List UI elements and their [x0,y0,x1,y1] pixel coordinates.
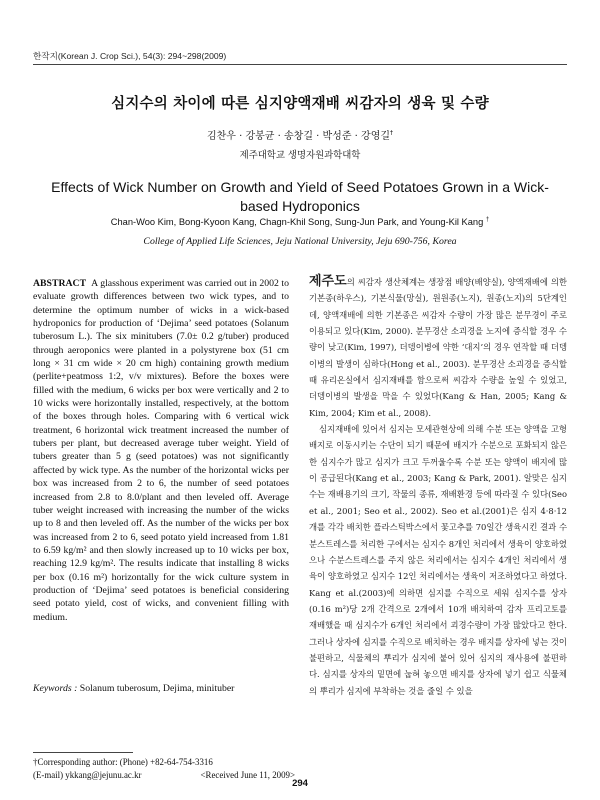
keywords-text: Solanum tuberosum, Dejima, minituber [79,683,235,694]
korean-affiliation: 제주대학교 생명자원과학대학 [239,150,361,161]
abstract-label: ABSTRACT [33,278,87,289]
korean-title: 심지수의 차이에 따른 심지양액재배 씨감자의 생육 및 수량 [111,96,489,112]
corresponding-dagger: † [390,129,394,137]
body-text [309,274,567,699]
korean-authors [0,127,600,142]
drop-cap: 제주도 [309,274,347,289]
corresponding-author: †Corresponding author: (Phone) +82-64-754-3316 [33,757,213,767]
korean-author-list: 김찬우 · 강봉균 · 송창길 · 박성준 · 강영길 [206,131,391,142]
english-title: Effects of Wick Number on Growth and Yield of Seed Potatoes Grown in a Wick-based Hydroponics [51,179,549,214]
page-number: 294 [292,778,308,789]
author-email: (E-mail) ykkang@jejunu.ac.kr [33,770,142,780]
english-author-list: Chan-Woo Kim, Bong-Kyoon Kang, Chagn-Khil Song, Sung-Jun Park, and Young-Kil Kang [110,217,484,228]
keywords [33,683,289,694]
keywords-label: Keywords : [33,683,78,694]
paragraph-1-text: 의 씨감자 생산체계는 생장점 배양(배양실), 양액재배에 의한 기본종(하우스), 기본식물(망실), 원원종(노지), 원종(노지)의 5단계인데, 양액재배에 의한 기본종은 씨감자 수량이 가장 많은 분무경이 주로 이용되고 있다(Kim, 2000). 분무경산 소괴경을 노지에 증식할 경우 수량이 낮고(Kim, 1997), 더뎅이병에 약한 ‘대지’의 경우 연작할 때 더뎅이병의 발생이 심하다(Hong et al., 2003). 분무경산 소괴경을 증식할 때 유리온실에서 심지재배를 함으로써 씨감자 수량을 높일 수 있었고, 더뎅이병의 발생을 막을 수 있었다(Kang & Han, 2005; Kang & Kim, 2004; Kim et al., 2008). [309,277,567,418]
body-paragraph-2: 심지재배에 있어서 심지는 모세관현상에 의해 수분 또는 양액을 고형배지로 이동시키는 수단이 되기 때문에 배지가 수분으로 포화되지 않은 한 심지수가 많고 심지가 크고 두꺼울수록 수분 또는 양액이 배지에 많이 공급된다(Kang et al., 2003; Kang & Park, 2001). 알맞은 심지수는 재배용기의 크기, 작물의 종류, 재배환경 등에 따라질 수 있다(Seo et al., 2001; Seo et al., 2002). Seo et al.(2001)은 심지 4·8·12개를 각각 배치한 플라스틱박스에서 꽃고추를 70일간 생육시킨 결과 수분스트레스를 처리한 구에서는 심지수 8개인 처리에서 생육이 양호하였으나 수분스트레스를 주지 않은 처리에서는 심지수 4개인 처리에서 생육이 양호하였고 심지수 12인 처리에서는 생육이 저조하였다고 하였다. Kang et al.(2003)에 의하면 심지를 수직으로 세워 심지수를 상자(0.16 m²)당 2개 간격으로 2개에서 10개 배치하여 감자 프리고토를 재배했을 때 심지수가 6개인 처리에서 괴경수량이 가장 많았다고 한다. 그러나 상자에 심지를 수직으로 배치하는 경우 배지를 상자에 넣는 것이 불편하고, 식물체의 뿌리가 심지에 붙어 있어 심지의 재사용에 불편하다. 심지를 상자의 밑면에 눕혀 놓으면 배지를 상자에 넣기 쉽고 식물체의 뿌리가 심지에 부착하는 것을 줄일 수 있을 [309,424,567,696]
abstract-text: A glasshous experiment was carried out in 2002 to evaluate growth differences between two wick types, and to determine the optimum number of wicks in a wick-based hydroponics for production of ‘Dejima’ seed potatoes (Solanum tuberosum L.). The six minitubers (7.0± 0.2 g/tuber) produced through aeroponics were planted in a polystyrene box (51 cm long × 31 cm wide × 20 cm high) containing growth medium (perlite+peatmoss 1:2, v/v mixtures). Before the boxes were filled with the medium, 6 wicks per box were vertically and 2 to 10 wicks were horizontally installed, respectively, at the bottom of the boxes through holes. Comparing with 6 vertical wick treatment, 6 horizontal wick treatment increased the number of tubers per plant, but decreased average tuber weight. Yield of tubers greater than 5 g (seed potatoes) was not significantly affected by wick type. As the number of the horizontal wicks per box was increased from 2 to 6, the number of seed potatoes increased from 2.8 to 8.0/plant and then leveled off. Average tuber weight increased with increasing the number of the wicks up to 8 and then leveled off. As the number of the wicks per box was increased from 2 to 6, seed potato yield increased from 1.81 to 6.59 kg/m² and then slowly increased up to 10 wicks per box, reaching 12.9 kg/m². The results indicate that installing 8 wicks per box (0.16 m²) horizontally for the wick culture system in production of ‘Dejima’ seed potatoes is beneficial considering seed potato yield, cost of wicks, and convenient filling with medium. [33,278,289,623]
received-date: <Received June 11, 2009> [200,770,295,780]
body-paragraph-1 [309,274,567,421]
footnote-rule [33,752,133,753]
abstract [33,277,289,624]
english-authors [0,217,600,227]
journal-header: 한작지(Korean J. Crop Sci.), 54(3): 294~298(2009) [33,51,227,61]
english-corresponding-dagger: † [485,217,490,223]
english-affiliation: College of Applied Life Sciences, Jeju National University, Jeju 690-756, Korea [143,236,457,247]
header-rule [33,64,567,65]
